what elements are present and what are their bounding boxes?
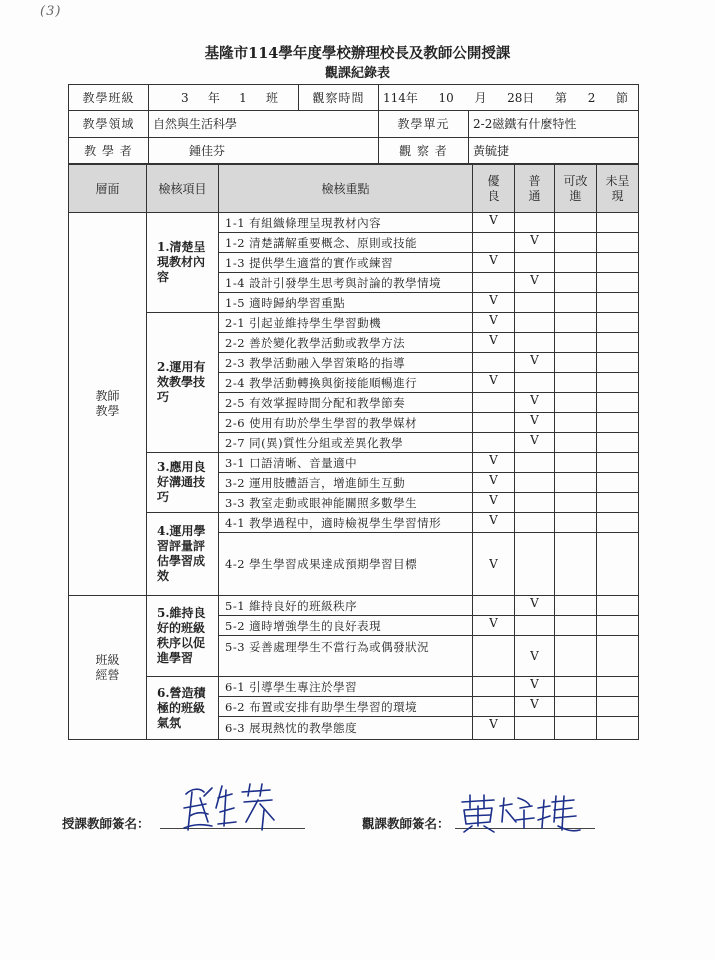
category-4-line4: 效 — [157, 569, 170, 583]
category-5-line4: 進學習 — [157, 651, 194, 665]
check-excellent — [473, 273, 515, 293]
check-not-shown — [597, 596, 639, 616]
header-not-shown-1: 未呈 — [605, 173, 630, 188]
info-row-class — [69, 85, 639, 111]
check-improvable — [555, 253, 597, 273]
check-not-shown — [597, 717, 639, 740]
header-excellent — [473, 165, 515, 213]
unit-value: 2-2磁鐵有什麼特性 — [469, 111, 639, 137]
check-improvable — [555, 233, 597, 253]
check-improvable — [555, 596, 597, 616]
check-normal: V — [515, 233, 555, 253]
check-excellent: V — [473, 493, 515, 513]
check-not-shown — [597, 293, 639, 313]
table-row — [69, 313, 639, 333]
layer-management-2: 經營 — [95, 667, 120, 682]
check-improvable — [555, 373, 597, 393]
check-not-shown — [597, 233, 639, 253]
check-not-shown — [597, 413, 639, 433]
category-3 — [147, 453, 219, 513]
evaluation-table — [68, 164, 639, 740]
category-4-line2: 習評量評 — [157, 539, 206, 553]
check-normal — [515, 473, 555, 493]
check-not-shown — [597, 493, 639, 513]
check-improvable — [555, 293, 597, 313]
check-excellent — [473, 697, 515, 717]
info-table — [68, 84, 639, 164]
check-normal: V — [515, 697, 555, 717]
check-normal — [515, 717, 555, 740]
check-improvable — [555, 677, 597, 697]
observer-signature — [458, 792, 583, 834]
item-text: 1-1 有組織條理呈現教材內容 — [219, 213, 473, 233]
category-2-line1: 2.運用有 — [157, 360, 206, 374]
item-text: 2-4 教學活動轉換與銜接能順暢進行 — [219, 373, 473, 393]
category-5-line2: 好的班級 — [157, 621, 206, 635]
category-2-line3: 巧 — [157, 390, 170, 404]
item-text: 1-5 適時歸納學習重點 — [219, 293, 473, 313]
check-normal: V — [515, 433, 555, 453]
check-not-shown — [597, 273, 639, 293]
form-title: 基隆市114學年度學校辦理校長及教師公開授課 — [204, 45, 511, 62]
header-normal — [515, 165, 555, 213]
check-normal — [515, 616, 555, 636]
header-category: 檢核項目 — [147, 165, 219, 213]
category-5 — [147, 596, 219, 677]
item-text: 2-5 有效掌握時間分配和教學節奏 — [219, 393, 473, 413]
check-normal — [515, 213, 555, 233]
header-improvable-2: 進 — [569, 188, 582, 203]
category-6-line1: 6.營造積 — [157, 685, 206, 700]
header-row — [69, 165, 639, 213]
category-4-line1: 4.運用學 — [157, 524, 206, 538]
item-text: 4-2 學生學習成果達成預期學習目標 — [219, 533, 473, 596]
teacher-value: 鍾佳芬 — [149, 137, 379, 163]
category-5-line1: 5.維持良 — [157, 606, 206, 620]
check-normal — [515, 333, 555, 353]
time-month-unit: 月 — [474, 91, 487, 106]
check-normal: V — [515, 677, 555, 697]
check-improvable — [555, 533, 597, 596]
item-text: 1-3 提供學生適當的實作或練習 — [219, 253, 473, 273]
check-excellent — [473, 636, 515, 677]
class-number: 1 — [239, 90, 247, 105]
item-text: 5-1 維持良好的班級秩序 — [219, 596, 473, 616]
header-improvable — [555, 165, 597, 213]
observer-signature-label: 觀課教師簽名： — [362, 816, 450, 831]
teacher-signature — [178, 778, 288, 836]
check-normal — [515, 253, 555, 273]
category-4-line3: 估學習成 — [157, 554, 206, 568]
check-excellent: V — [473, 313, 515, 333]
check-excellent — [473, 233, 515, 253]
header-improvable-1: 可改 — [563, 173, 588, 188]
category-3-line1: 3.應用良 — [157, 460, 206, 474]
time-value — [379, 85, 639, 111]
check-excellent: V — [473, 373, 515, 393]
check-not-shown — [597, 373, 639, 393]
table-row — [69, 596, 639, 616]
check-improvable — [555, 717, 597, 740]
class-grade: 3 — [181, 90, 189, 105]
check-normal — [515, 293, 555, 313]
check-not-shown — [597, 453, 639, 473]
time-label: 觀察時間 — [299, 85, 379, 111]
layer-teaching-1: 教師 — [95, 389, 120, 403]
table-row — [69, 453, 639, 473]
check-excellent: V — [473, 293, 515, 313]
check-improvable — [555, 513, 597, 533]
class-label: 教學班級 — [69, 85, 149, 111]
category-6-line3: 氣氛 — [157, 715, 182, 730]
category-2-line2: 效教學技 — [157, 375, 206, 389]
check-normal: V — [515, 636, 555, 677]
item-text: 2-1 引起並維持學生學習動機 — [219, 313, 473, 333]
category-3-line3: 巧 — [157, 490, 170, 504]
check-improvable — [555, 333, 597, 353]
header-excellent-2: 良 — [487, 188, 500, 203]
class-value — [149, 85, 299, 111]
check-normal — [515, 533, 555, 596]
check-excellent — [473, 353, 515, 373]
layer-management-1: 班級 — [95, 652, 120, 667]
form-subtitle: 觀課紀錄表 — [324, 66, 390, 81]
check-excellent: V — [473, 473, 515, 493]
info-row-people — [69, 137, 639, 163]
item-text: 5-3 妥善處理學生不當行為或偶發狀況 — [219, 636, 473, 677]
check-not-shown — [597, 636, 639, 677]
check-improvable — [555, 213, 597, 233]
check-normal — [515, 493, 555, 513]
check-excellent — [473, 393, 515, 413]
info-row-domain — [69, 111, 639, 137]
header-excellent-1: 優 — [487, 173, 500, 188]
check-normal: V — [515, 353, 555, 373]
header-normal-1: 普 — [528, 173, 541, 188]
header-layer: 層面 — [69, 165, 147, 213]
item-text: 6-2 布置或安排有助學生學習的環境 — [219, 697, 473, 717]
check-improvable — [555, 453, 597, 473]
time-period: 2 — [587, 90, 596, 105]
time-year: 114年 — [383, 91, 418, 106]
category-5-line3: 秩序以促 — [157, 636, 206, 650]
teacher-label: 教 學 者 — [69, 137, 149, 163]
item-text: 3-1 口語清晰、音量適中 — [219, 453, 473, 473]
check-excellent: V — [473, 717, 515, 740]
domain-label: 教學領域 — [69, 111, 149, 137]
header-item: 檢核重點 — [219, 165, 473, 213]
header-normal-2: 通 — [528, 188, 541, 203]
check-excellent — [473, 596, 515, 616]
item-text: 5-2 適時增強學生的良好表現 — [219, 616, 473, 636]
check-excellent: V — [473, 533, 515, 596]
table-row — [69, 677, 639, 697]
table-row — [69, 513, 639, 533]
check-not-shown — [597, 213, 639, 233]
check-not-shown — [597, 393, 639, 413]
check-excellent — [473, 433, 515, 453]
check-not-shown — [597, 533, 639, 596]
check-improvable — [555, 473, 597, 493]
check-improvable — [555, 273, 597, 293]
check-excellent: V — [473, 513, 515, 533]
check-normal — [515, 453, 555, 473]
check-not-shown — [597, 677, 639, 697]
check-not-shown — [597, 513, 639, 533]
item-text: 2-2 善於變化教學活動或教學方法 — [219, 333, 473, 353]
item-text: 2-7 同(異)質性分組或差異化教學 — [219, 433, 473, 453]
check-excellent: V — [473, 253, 515, 273]
layer-teaching-2: 教學 — [95, 404, 120, 418]
check-normal: V — [515, 413, 555, 433]
check-normal — [515, 313, 555, 333]
time-period-unit: 節 — [615, 91, 628, 106]
unit-label: 教學單元 — [379, 111, 469, 137]
item-text: 1-2 清楚講解重要概念、原則或技能 — [219, 233, 473, 253]
category-1-line3: 容 — [157, 270, 170, 284]
check-improvable — [555, 413, 597, 433]
observer-label: 觀 察 者 — [379, 137, 469, 163]
teacher-signature-label: 授課教師簽名： — [62, 816, 150, 831]
check-normal — [515, 373, 555, 393]
class-grade-unit: 年 — [207, 91, 220, 106]
item-text: 3-3 教室走動或眼神能關照多數學生 — [219, 493, 473, 513]
observer-value: 黃毓捷 — [469, 137, 639, 163]
check-improvable — [555, 433, 597, 453]
check-not-shown — [597, 353, 639, 373]
check-normal: V — [515, 273, 555, 293]
class-unit: 班 — [265, 91, 278, 106]
category-1-line1: 1.清楚呈 — [157, 240, 206, 254]
time-month: 10 — [438, 90, 454, 105]
check-improvable — [555, 313, 597, 333]
item-text: 1-4 設計引發學生思考與討論的教學情境 — [219, 273, 473, 293]
time-period-prefix: 第 — [555, 91, 568, 106]
table-row — [69, 213, 639, 233]
header-not-shown — [597, 165, 639, 213]
category-6-line2: 極的班級 — [157, 700, 206, 715]
category-1-line2: 現教材內 — [157, 255, 206, 269]
layer-teaching — [69, 213, 147, 596]
category-4 — [147, 513, 219, 596]
check-excellent — [473, 677, 515, 697]
layer-management — [69, 596, 147, 740]
category-6 — [147, 677, 219, 740]
check-not-shown — [597, 333, 639, 353]
check-normal — [515, 513, 555, 533]
category-1 — [147, 213, 219, 313]
item-text: 6-1 引導學生專注於學習 — [219, 677, 473, 697]
check-not-shown — [597, 697, 639, 717]
check-improvable — [555, 353, 597, 373]
item-text: 3-2 運用肢體語言，增進師生互動 — [219, 473, 473, 493]
check-improvable — [555, 493, 597, 513]
check-excellent — [473, 413, 515, 433]
item-text: 2-3 教學活動融入學習策略的指導 — [219, 353, 473, 373]
check-normal: V — [515, 393, 555, 413]
check-not-shown — [597, 313, 639, 333]
check-excellent: V — [473, 453, 515, 473]
check-improvable — [555, 636, 597, 677]
category-3-line2: 好溝通技 — [157, 475, 206, 489]
check-excellent: V — [473, 213, 515, 233]
item-text: 4-1 教學過程中，適時檢視學生學習情形 — [219, 513, 473, 533]
page-number: (3) — [40, 4, 62, 19]
header-not-shown-2: 現 — [611, 188, 624, 203]
check-excellent: V — [473, 333, 515, 353]
check-improvable — [555, 393, 597, 413]
item-text: 6-3 展現熱忱的教學態度 — [219, 717, 473, 740]
time-day: 28日 — [507, 91, 535, 106]
check-not-shown — [597, 473, 639, 493]
category-2 — [147, 313, 219, 453]
domain-value: 自然與生活科學 — [149, 111, 379, 137]
check-not-shown — [597, 616, 639, 636]
check-not-shown — [597, 253, 639, 273]
check-improvable — [555, 616, 597, 636]
check-improvable — [555, 697, 597, 717]
check-normal: V — [515, 596, 555, 616]
check-not-shown — [597, 433, 639, 453]
item-text: 2-6 使用有助於學生學習的教學媒材 — [219, 413, 473, 433]
check-excellent: V — [473, 616, 515, 636]
